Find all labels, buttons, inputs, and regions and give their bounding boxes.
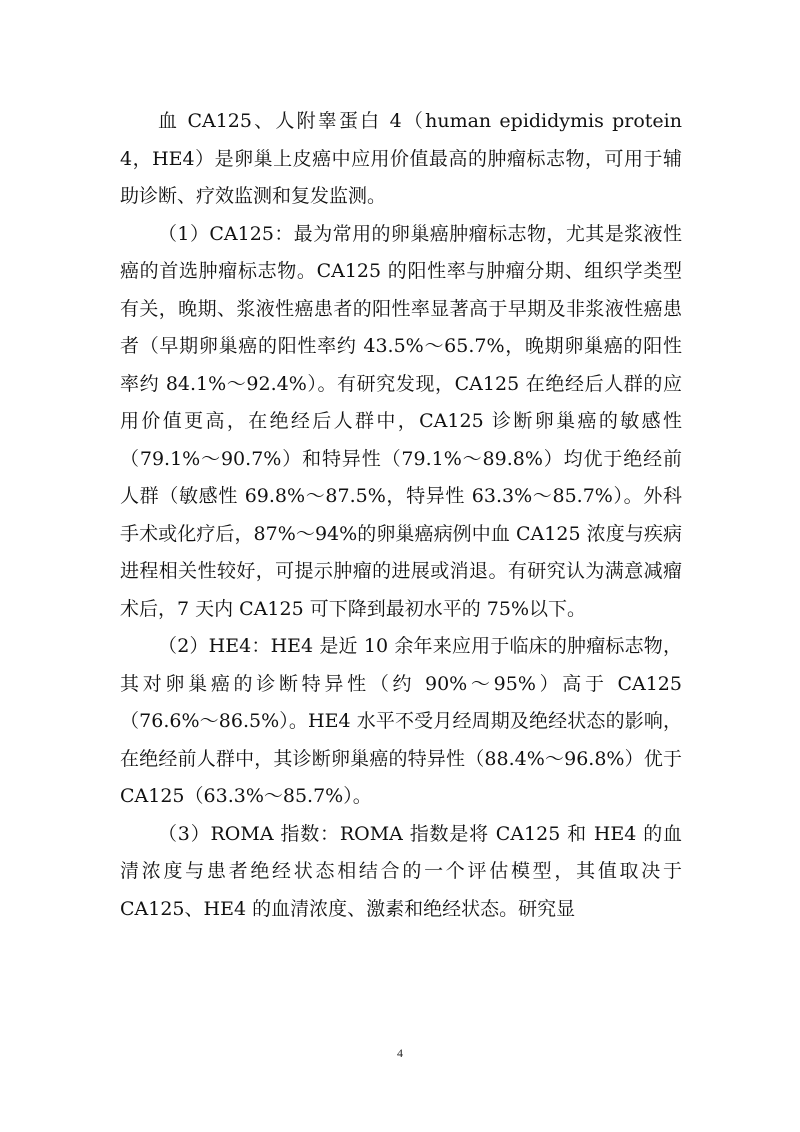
paragraph-he4: （2）HE4：HE4 是近 10 余年来应用于临床的肿瘤标志物，其对卵巢癌的诊断特异性（约 90%～95%）高于 CA125（76.6%～86.5%）。HE4 水平不受月经周期及绝经状态的影响，在绝经前人群中，其诊断卵巢癌的特异性（88.4%～96.8%）优于 CA125（63.3%～85.7%）。 [120, 635, 682, 807]
body-text [120, 103, 682, 928]
paragraph-ca125: （1）CA125：最为常用的卵巢癌肿瘤标志物，尤其是浆液性癌的首选肿瘤标志物。CA125 的阳性率与肿瘤分期、组织学类型有关，晚期、浆液性癌患者的阳性率显著高于早期及非浆液性癌患者（早期卵巢癌的阳性率约 43.5%～65.7%，晚期卵巢癌的阳性率约 84.1%～92.4%）。有研究发现，CA125 在绝经后人群的应用价值更高，在绝经后人群中，CA125 诊断卵巢癌的敏感性（79.1%～90.7%）和特异性（79.1%～89.8%）均优于绝经前人群（敏感性 69.8%～87.5%，特异性 63.3%～85.7%）。外科手术或化疗后，87%～94%的卵巢癌病例中血 CA125 浓度与疾病进程相关性较好，可提示肿瘤的进展或消退。有研究认为满意减瘤术后，7 天内 CA125 可下降到最初水平的 75%以下。 [120, 222, 682, 620]
page-number: 4 [397, 1046, 403, 1060]
paragraph-roma: （3）ROMA 指数：ROMA 指数是将 CA125 和 HE4 的血清浓度与患者绝经状态相结合的一个评估模型，其值取决于 CA125、HE4 的血清浓度、激素和绝经状态。研究显 [120, 822, 682, 920]
paragraph-markers-intro: 血 CA125、人附睾蛋白 4（human epididymis protein 4，HE4）是卵巢上皮癌中应用价值最高的肿瘤标志物，可用于辅助诊断、疗效监测和复发监测。 [120, 110, 682, 207]
